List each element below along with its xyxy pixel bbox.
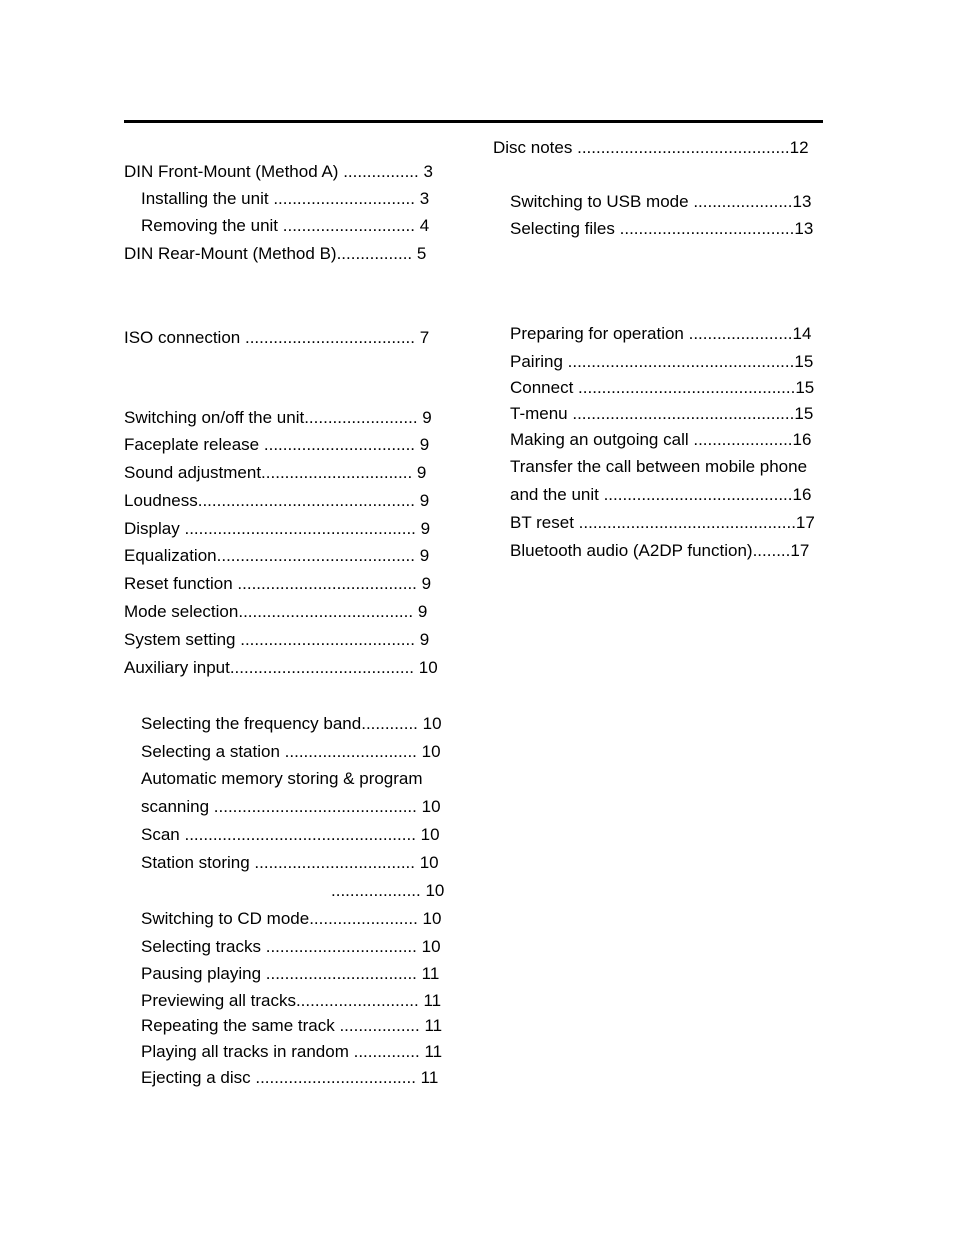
toc-label: Auxiliary input	[124, 658, 230, 677]
toc-page: 10	[421, 742, 441, 761]
toc-label: Pausing playing	[141, 964, 266, 983]
toc-leader: ..........................	[295, 991, 424, 1010]
toc-label: DIN Front-Mount (Method A)	[124, 162, 344, 181]
toc-entry-selecting-files	[510, 219, 813, 239]
toc-leader: .....................................	[238, 602, 418, 621]
toc-leader: ......................	[688, 324, 793, 343]
toc-entry-bluetooth-audio	[510, 541, 809, 561]
toc-entry-ejecting-disc	[141, 1068, 438, 1088]
toc-entry-station-storing	[141, 853, 439, 873]
toc-label: DIN Rear-Mount (Method B)	[124, 244, 337, 263]
toc-page: 11	[421, 964, 440, 983]
toc-label: Repeating the same track	[141, 1016, 340, 1035]
toc-page: 10	[421, 797, 441, 816]
toc-entry-selecting-tracks	[141, 937, 441, 957]
toc-leader: ................	[336, 244, 417, 263]
toc-leader: .....................................	[240, 630, 420, 649]
toc-label: Installing the unit	[141, 189, 274, 208]
toc-leader: ................................	[263, 435, 420, 454]
toc-entry-previewing-tracks	[141, 991, 441, 1011]
toc-entry-unlabeled	[331, 881, 444, 901]
toc-page: 11	[423, 991, 442, 1010]
toc-page: 9	[422, 408, 432, 427]
toc-entry-scan	[141, 825, 440, 845]
toc-page: 16	[792, 485, 812, 504]
toc-entry-disc-notes	[493, 138, 809, 158]
toc-page: 15	[794, 352, 814, 371]
toc-page: 9	[416, 463, 427, 482]
toc-leader: ..............................................	[578, 513, 796, 532]
toc-leader: .................................................	[184, 825, 421, 844]
toc-entry-equalization	[124, 546, 429, 566]
toc-leader: .......................	[309, 909, 423, 928]
toc-entry-t-menu	[510, 404, 813, 424]
toc-label: T-menu	[510, 404, 573, 423]
toc-entry-din-rear-mount	[124, 244, 426, 264]
toc-leader: ............	[361, 714, 423, 733]
toc-leader: .............................................	[577, 138, 790, 157]
toc-entry-transfer-call	[510, 457, 807, 477]
toc-leader: ........	[752, 541, 791, 560]
toc-entry-outgoing-call	[510, 430, 811, 450]
toc-leader: ...............................................	[572, 404, 795, 423]
toc-page: 12	[789, 138, 809, 157]
toc-page: 10	[419, 853, 439, 872]
toc-page: 9	[419, 630, 430, 649]
toc-label: Equalization	[124, 546, 217, 565]
toc-entry-mode-selection	[124, 602, 427, 622]
toc-page: 3	[423, 162, 433, 181]
toc-leader: ..............	[353, 1042, 425, 1061]
toc-label: Bluetooth audio (A2DP function)	[510, 541, 753, 560]
toc-label: Loudness	[124, 491, 198, 510]
toc-page: 9	[420, 519, 431, 538]
toc-label: scanning	[141, 797, 214, 816]
toc-page: 3	[419, 189, 430, 208]
toc-label: Switching to CD mode	[141, 909, 310, 928]
toc-label: Making an outgoing call	[510, 430, 694, 449]
toc-label: Playing all tracks in random	[141, 1042, 354, 1061]
toc-leader: ........................	[304, 408, 423, 427]
toc-page: 17	[790, 541, 810, 560]
toc-entry-switching-cd	[141, 909, 441, 929]
toc-label: Display	[124, 519, 185, 538]
toc-label: Removing the unit	[141, 216, 283, 235]
toc-leader: .....................................	[619, 219, 795, 238]
toc-leader: ......................................	[237, 574, 422, 593]
toc-leader: ..............................................	[197, 491, 420, 510]
toc-leader: ..................................	[255, 1068, 421, 1087]
toc-entry-loudness	[124, 491, 429, 511]
toc-label: Selecting a station	[141, 742, 285, 761]
toc-entry-switching-usb	[510, 192, 811, 212]
toc-label: Previewing all tracks	[141, 991, 296, 1010]
toc-leader: ..........................................	[216, 546, 420, 565]
toc-entry-random-play	[141, 1042, 442, 1062]
toc-page: 14	[792, 324, 812, 343]
toc-page: 10	[421, 937, 441, 956]
toc-entry-scanning	[141, 797, 441, 817]
toc-page: 7	[419, 328, 430, 347]
toc-leader: ..............................	[273, 189, 420, 208]
toc-entry-switching-on-off	[124, 408, 432, 428]
toc-entry-removing	[141, 216, 429, 236]
toc-page: 11	[424, 1016, 443, 1035]
toc-page: 13	[794, 219, 814, 238]
toc-entry-auxiliary-input	[124, 658, 438, 678]
toc-leader: ................................	[265, 964, 422, 983]
toc-leader: ................................	[261, 463, 417, 482]
toc-entry-iso-connection	[124, 328, 429, 348]
toc-page: 11	[424, 1042, 443, 1061]
toc-entry-system-setting	[124, 630, 429, 650]
toc-entry-display	[124, 519, 430, 539]
toc-label: Pairing	[510, 352, 568, 371]
toc-leader: .................	[339, 1016, 425, 1035]
toc-entry-repeating-track	[141, 1016, 442, 1036]
toc-page: 10	[418, 658, 438, 677]
toc-page: 4	[419, 216, 430, 235]
toc-page: 10	[422, 909, 442, 928]
toc-label: Disc notes	[493, 138, 578, 157]
toc-entry-reset-function	[124, 574, 431, 594]
toc-entry-automatic-memory	[141, 769, 423, 789]
toc-leader: .......................................	[229, 658, 419, 677]
toc-label: Connect	[510, 378, 579, 397]
toc-label: Selecting tracks	[141, 937, 266, 956]
toc-page: 5	[416, 244, 427, 263]
toc-label: Selecting the frequency band	[141, 714, 362, 733]
toc-leader: ....................................	[244, 328, 420, 347]
toc-label: ISO connection	[124, 328, 245, 347]
toc-leader: ...........................................	[213, 797, 422, 816]
toc-leader: ........................................	[603, 485, 793, 504]
header-rule	[124, 120, 823, 123]
toc-label: Switching to USB mode	[510, 192, 694, 211]
toc-entry-faceplate-release	[124, 435, 429, 455]
toc-label: Station storing	[141, 853, 255, 872]
toc-label: and the unit	[510, 485, 604, 504]
toc-page: 15	[794, 404, 814, 423]
toc-leader: ............................	[284, 742, 422, 761]
toc-label: Ejecting a disc	[141, 1068, 256, 1087]
toc-leader: ..................................	[254, 853, 420, 872]
toc-entry-din-front-mount	[124, 162, 433, 182]
toc-label: Switching on/off the unit	[124, 408, 305, 427]
toc-leader: ...................	[331, 881, 426, 900]
toc-label: Preparing for operation	[510, 324, 689, 343]
toc-leader: ................	[343, 162, 424, 181]
toc-page: 13	[792, 192, 812, 211]
toc-label: Scan	[141, 825, 185, 844]
toc-entry-selecting-station	[141, 742, 441, 762]
toc-page: 11	[420, 1068, 439, 1087]
toc-page: 15	[795, 378, 815, 397]
toc-entry-preparing-operation	[510, 324, 811, 344]
toc-entry-bt-reset	[510, 513, 815, 533]
toc-label: Automatic memory storing & program	[141, 769, 423, 788]
toc-entry-pausing-playing	[141, 964, 439, 984]
toc-page: 17	[795, 513, 815, 532]
toc-page: 9	[419, 491, 430, 510]
toc-page: 16	[792, 430, 812, 449]
toc-leader: ................................	[265, 937, 422, 956]
toc-leader: ..............................................	[578, 378, 796, 397]
toc-entry-installing	[141, 189, 429, 209]
toc-page: 9	[417, 602, 428, 621]
toc-page: 10	[420, 825, 440, 844]
toc-page: 9	[419, 546, 430, 565]
toc-entry-and-the-unit	[510, 485, 811, 505]
toc-leader: ............................	[282, 216, 420, 235]
toc-label: Reset function	[124, 574, 238, 593]
toc-page: 10	[422, 714, 442, 733]
toc-entry-pairing	[510, 352, 813, 372]
toc-label: Transfer the call between mobile phone	[510, 457, 808, 476]
toc-label: System setting	[124, 630, 241, 649]
toc-leader: ................................................	[567, 352, 795, 371]
toc-entry-frequency-band	[141, 714, 442, 734]
toc-leader: .................................................	[184, 519, 421, 538]
toc-label: Mode selection	[124, 602, 239, 621]
toc-page: 9	[419, 435, 430, 454]
toc-page: 9	[421, 574, 432, 593]
toc-label: Sound adjustment	[124, 463, 262, 482]
toc-page: 10	[425, 881, 445, 900]
toc-leader: .....................	[693, 192, 793, 211]
toc-entry-sound-adjustment	[124, 463, 426, 483]
toc-label: Faceplate release	[124, 435, 264, 454]
toc-leader: .....................	[693, 430, 793, 449]
toc-entry-connect	[510, 378, 814, 398]
toc-label: Selecting files	[510, 219, 620, 238]
toc-label: BT reset	[510, 513, 579, 532]
